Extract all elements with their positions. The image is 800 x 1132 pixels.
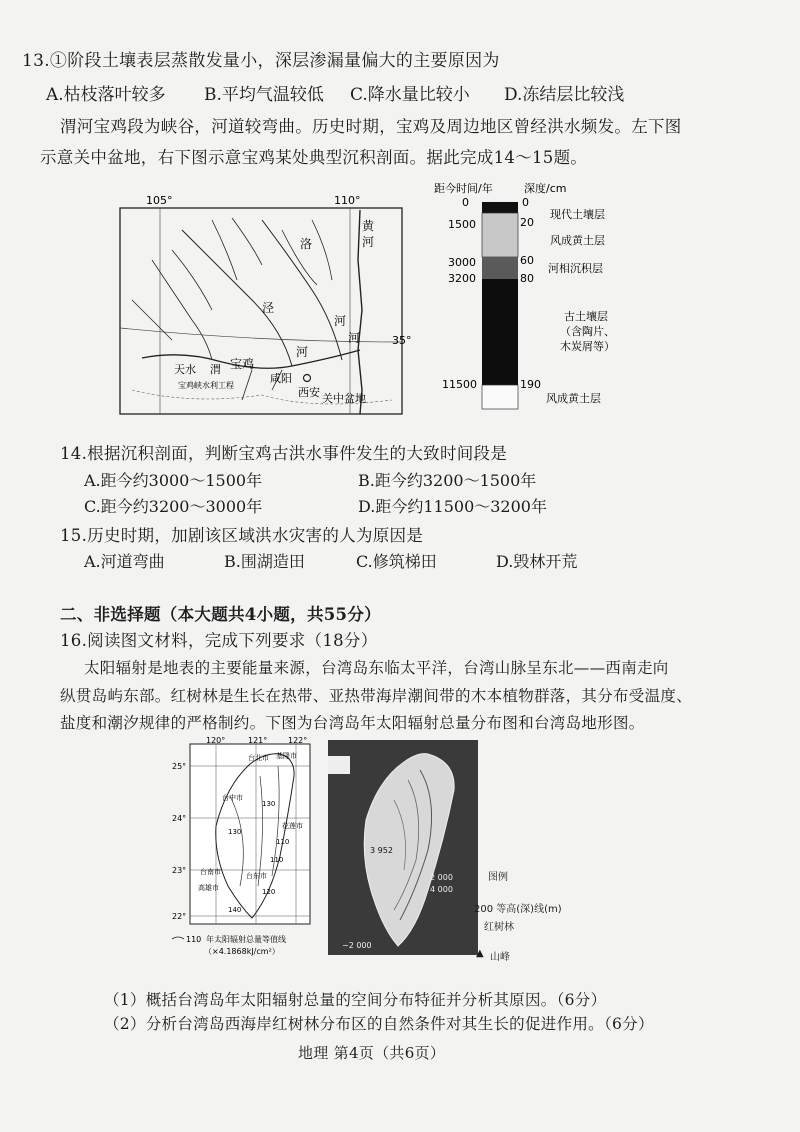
depth-190: 190 [520,378,541,391]
label-xianyang: 咸阳 [270,372,292,385]
legend-unit: （×4.1868kJ/cm²） [204,947,280,956]
isoline-value-3: 110 [270,856,284,864]
time-3000: 3000 [448,256,476,269]
q15-option-c: C.修筑梯田 [356,552,437,571]
q16-para-1: 太阳辐射是地表的主要能量来源，台湾岛东临太平洋，台湾山脉呈东北——西南走向 [84,659,669,677]
label-jing: 泾 [262,301,275,315]
layer-paleosol-note-1: （含陶片、 [560,325,615,338]
q13-option-a: A.枯枝落叶较多 [46,85,166,105]
isoline-value-1: 130 [228,828,242,836]
lon-120: 120° [206,736,226,745]
legend-peak: 山峰 [490,952,510,963]
city-taitung: 台东市 [246,872,267,880]
time-1500: 1500 [448,218,476,231]
guanzhong-map [112,190,412,420]
time-3200: 3200 [448,272,476,285]
label-wei: 渭 [210,363,221,376]
contour-label-1: 2 000 [430,873,453,882]
q15-option-a: A.河道弯曲 [84,552,165,571]
city-keelung: 基隆市 [276,752,297,760]
legend-text: 年太阳辐射总量等值线 [206,935,286,944]
q16-stem: 16.阅读图文材料，完成下列要求（18分） [60,631,378,650]
q14-option-a: A.距今约3000～1500年 [84,471,263,490]
depth-60: 60 [520,254,534,267]
intro-line-1: 渭河宝鸡段为峡谷，河道较弯曲。历史时期，宝鸡及周边地区曾经洪水频发。左下图 [60,117,682,136]
label-guanzhong: 关中盆地 [322,392,366,405]
lat-35-label: 35° [392,334,412,347]
terrain-legend [474,868,594,963]
lat-25: 25° [172,762,187,771]
q15-option-d: D.毁林开荒 [496,552,578,571]
time-11500: 11500 [442,378,477,391]
lon-121: 121° [248,736,268,745]
intro-line-2: 示意关中盆地，右下图示意宝鸡某处典型沉积剖面。据此完成14～15题。 [40,148,588,167]
q14-option-d: D.距今约11500～3200年 [358,497,547,516]
isoline-value-4: 120 [262,888,276,896]
depth-0: 0 [522,196,529,209]
isoline-value-6: 110 [276,838,290,846]
q13-stem: 13.①阶段土壤表层蒸散发量小，深层渗漏量偏大的主要原因为 [22,51,500,71]
q14-option-c: C.距今约3200～3000年 [84,497,263,516]
lat-23: 23° [172,866,187,875]
q13-option-d: D.冻结层比较浅 [504,85,625,105]
label-he2: 河 [334,314,347,328]
lon-105-label: 105° [146,194,173,207]
contour-label-2: 4 000 [430,885,453,894]
q13-option-c: C.降水量比较小 [350,85,470,105]
lat-22: 22° [172,912,187,921]
lat-24: 24° [172,814,187,823]
isoline-value-5: 140 [228,906,242,914]
q14-stem: 14.根据沉积剖面，判断宝鸡古洪水事件发生的大致时间段是 [60,444,508,463]
layer-loess-2: 风成黄土层 [546,392,601,405]
label-he4: 河 [296,345,309,359]
q13-option-b: B.平均气温较低 [204,85,324,105]
sediment-profile [420,178,680,418]
q16-sub-2: （2）分析台湾岛西海岸红树林分布区的自然条件对其生长的促进作用。（6分） [104,1015,654,1033]
peak-value: 3 952 [370,846,393,855]
contour-label-3: −2 000 [342,941,372,950]
label-tianshui: 天水 [174,363,196,376]
city-kaohsiung: 高雄市 [198,884,219,892]
q16-para-3: 盐度和潮汐规律的严格制约。下图为台湾岛年太阳辐射总量分布图和台湾岛地形图。 [60,714,645,732]
city-taichung: 台中市 [222,794,243,802]
layer-modern-soil: 现代土壤层 [550,208,605,221]
time-header: 距今时间/年 [434,182,493,195]
taiwan-radiation-map [170,736,320,964]
section-2-title: 二、非选择题（本大题共4小题，共55分） [60,605,381,624]
label-luo: 洛 [300,237,313,251]
legend-peak-icon: ▲ [476,948,484,959]
layer-paleosol: 古土壤层 [564,310,608,323]
legend-contour: 200 等高(深)线(m) [474,904,562,915]
isoline-value-2: 130 [262,800,276,808]
time-0: 0 [462,196,469,209]
legend-title: 图例 [488,872,508,883]
label-huang: 黄 [362,219,375,233]
lon-110-label: 110° [334,194,361,207]
label-project: 宝鸡峡水利工程 [178,381,234,390]
q14-option-b: B.距今约3200～1500年 [358,471,537,490]
city-taipei: 台北市 [248,754,269,762]
label-he1: 河 [362,235,375,249]
depth-header: 深度/cm [524,182,567,195]
legend-value: 110 [186,935,202,944]
label-he3: 河 [348,331,361,345]
layer-fluvial: 河相沉积层 [548,262,603,275]
q15-stem: 15.历史时期，加剧该区域洪水灾害的人为原因是 [60,526,424,545]
label-xian: 西安 [298,386,320,399]
depth-20: 20 [520,216,534,229]
lon-122: 122° [288,736,308,745]
depth-80: 80 [520,272,534,285]
city-hualien: 花莲市 [282,822,303,830]
q16-sub-1: （1）概括台湾岛年太阳辐射总量的空间分布特征并分析其原因。（6分） [104,991,607,1009]
legend-mangrove: 红树林 [484,922,514,933]
label-baoji: 宝鸡 [230,357,255,371]
layer-paleosol-note-2: 木炭屑等） [560,340,615,353]
taiwan-terrain-map [328,740,478,955]
q16-para-2: 纵贯岛屿东部。红树林是生长在热带、亚热带海岸潮间带的木本植物群落，其分布受温度、 [60,687,693,705]
page-footer: 地理 第4页（共6页） [298,1044,446,1062]
city-tainan: 台南市 [200,868,221,876]
layer-loess-1: 风成黄土层 [550,234,605,247]
q15-option-b: B.围湖造田 [224,552,305,571]
